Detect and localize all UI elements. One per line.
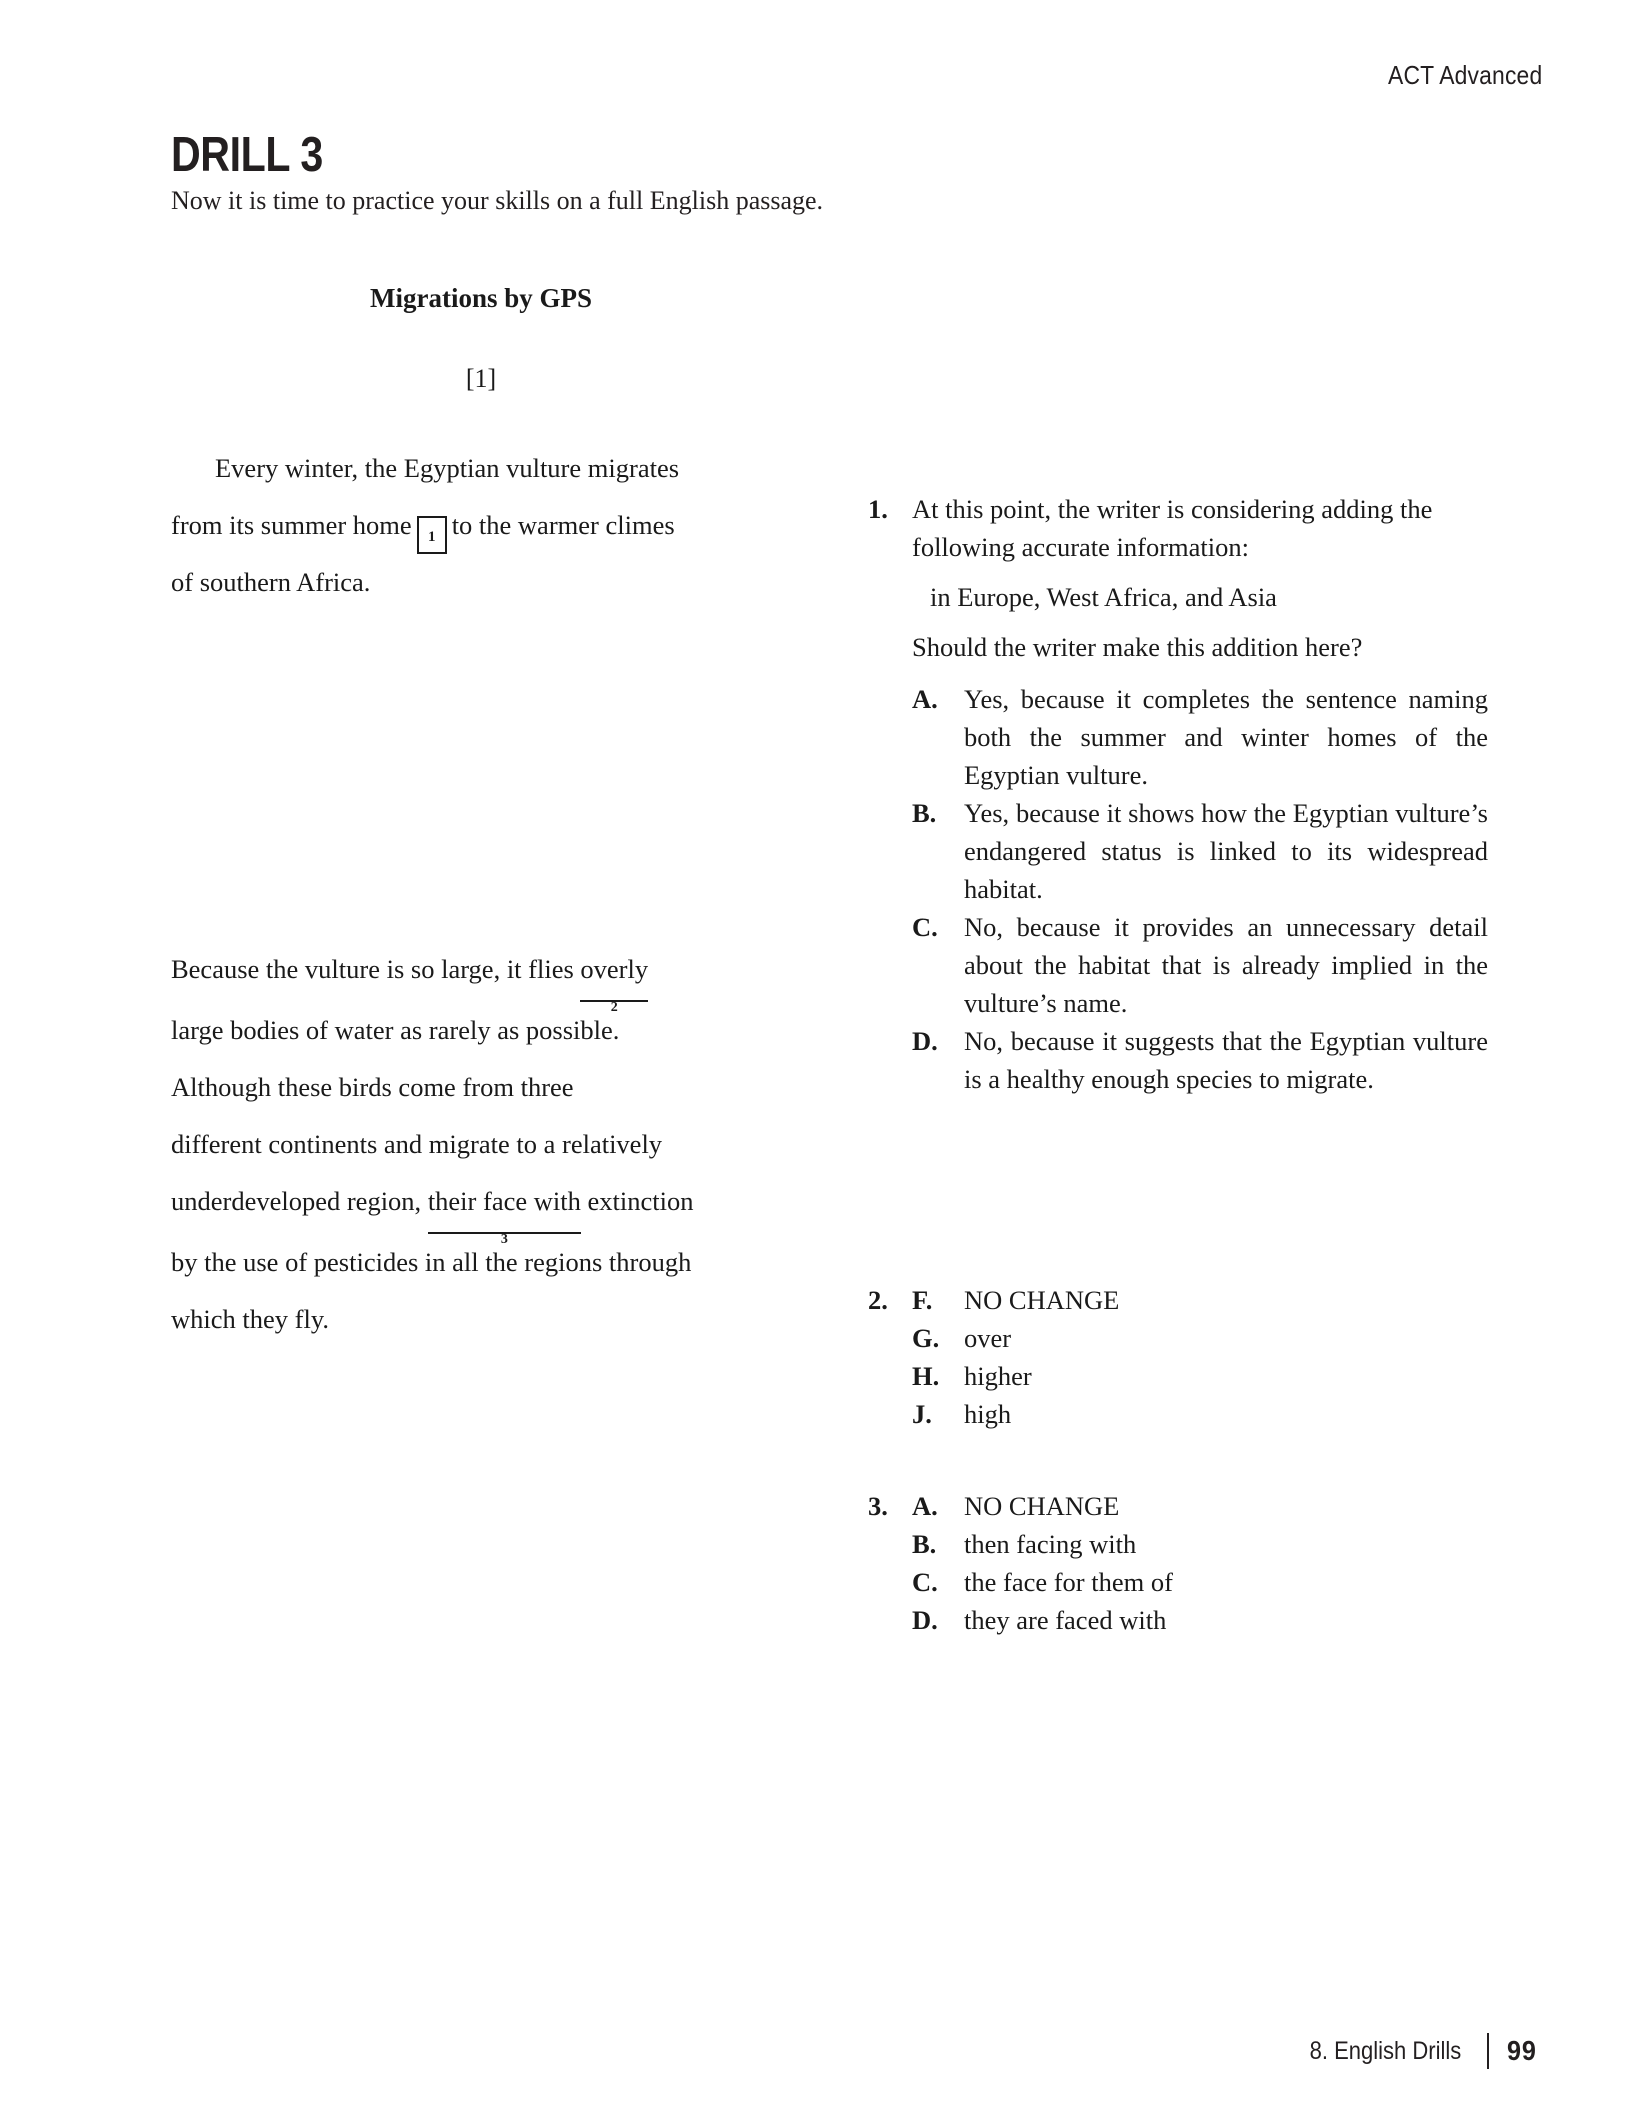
choice-text: Yes, because it completes the sentence naming both the summer and winter homes of the Egyptian vulture. (964, 684, 1488, 790)
passage-text: from its summer home (171, 510, 412, 540)
column-spacer (171, 611, 796, 941)
answer-choice[interactable] (912, 1281, 1488, 1319)
choice-text: then facing with (964, 1529, 1137, 1559)
drill-subtitle: Now it is time to practice your skills on a full English passage. (171, 186, 824, 215)
question-box-marker-1[interactable]: 1 (417, 516, 447, 554)
passage-line: by the use of pesticides in all the regions through (171, 1247, 692, 1277)
choice-text: NO CHANGE (964, 1491, 1120, 1521)
passage-paragraph-1 (171, 440, 796, 611)
passage-text: underdeveloped region, (171, 1186, 422, 1216)
choice-text: No, because it suggests that the Egyptian vulture is a healthy enough species to migrate. (964, 1026, 1488, 1094)
choice-text: NO CHANGE (964, 1285, 1120, 1315)
question-stem: At this point, the writer is considering adding the following accurate information: (912, 494, 1433, 562)
choice-letter: G. (912, 1323, 940, 1353)
choice-text: Yes, because it shows how the Egyptian vulture’s endangered status is linked to its widespread habitat. (964, 798, 1488, 904)
question-spacer (868, 1098, 1488, 1281)
question-inserted-text: in Europe, West Africa, and Asia (930, 582, 1277, 612)
choice-text: over (964, 1323, 1012, 1353)
question-followup: Should the writer make this addition here? (912, 632, 1363, 662)
answer-choice[interactable] (912, 1022, 1488, 1098)
underline-number-3: 3 (500, 1232, 508, 1247)
page-title: DRILL 3 (171, 128, 323, 182)
choice-letter: H. (912, 1361, 940, 1391)
choice-text: high (964, 1399, 1012, 1429)
underlined-text: overly (580, 954, 649, 984)
question-number: 3. (868, 1491, 888, 1521)
choice-text: they are faced with (964, 1605, 1167, 1635)
answer-choice[interactable] (912, 680, 1488, 794)
passage-line (171, 1173, 796, 1247)
answer-choices-2 (912, 1281, 1488, 1433)
passage-column (171, 440, 796, 1348)
question-1 (868, 490, 1488, 1098)
passage-text: Because the vulture is so large, it flies (171, 954, 574, 984)
choice-letter: F. (912, 1285, 933, 1315)
answer-choice[interactable] (912, 794, 1488, 908)
passage-line: which they fly. (171, 1304, 329, 1334)
page-number: 99 (1506, 2035, 1537, 2066)
answer-choice[interactable] (912, 908, 1488, 1022)
underline-number-2: 2 (610, 1000, 618, 1015)
choice-letter: D. (912, 1605, 938, 1635)
answer-choices-3 (912, 1487, 1488, 1639)
answer-choices-1 (912, 680, 1488, 1098)
footer-divider (1487, 2033, 1489, 2069)
answer-choice[interactable] (912, 1395, 1488, 1433)
passage-text: extinction (587, 1186, 694, 1216)
choice-text: the face for them of (964, 1567, 1173, 1597)
page-footer (1289, 2033, 1540, 2069)
question-3 (868, 1487, 1488, 1639)
passage-paragraph-2 (171, 941, 796, 1348)
passage-title: Migrations by GPS (369, 283, 592, 313)
answer-choice[interactable] (912, 1319, 1488, 1357)
footer-section-label: 8. English Drills (1309, 2036, 1461, 2065)
underlined-segment-2[interactable] (580, 941, 649, 1015)
choice-letter: D. (912, 1026, 938, 1056)
question-spacer (868, 1433, 1488, 1487)
passage-line: Although these birds come from three (171, 1072, 574, 1102)
passage-line (171, 497, 796, 554)
passage-line: of southern Africa. (171, 567, 371, 597)
passage-line: different continents and migrate to a relatively (171, 1129, 663, 1159)
running-head: ACT Advanced (1387, 60, 1542, 90)
passage-line (171, 941, 796, 1015)
answer-choice[interactable] (912, 1563, 1488, 1601)
passage-line: large bodies of water as rarely as possible. (171, 1015, 620, 1045)
choice-letter: C. (912, 912, 938, 942)
answer-choice[interactable] (912, 1487, 1488, 1525)
answer-choice[interactable] (912, 1525, 1488, 1563)
passage-text: to the warmer climes (451, 510, 675, 540)
question-number: 1. (868, 494, 888, 524)
choice-letter: B. (912, 798, 937, 828)
choice-text: No, because it provides an unnecessary detail about the habitat that is already implied in the vulture’s name. (964, 912, 1488, 1018)
underlined-text: their face with (427, 1186, 581, 1216)
answer-choice[interactable] (912, 1601, 1488, 1639)
underlined-segment-3[interactable] (427, 1173, 581, 1247)
paragraph-marker: [1] (465, 364, 497, 393)
choice-text: higher (964, 1361, 1032, 1391)
choice-letter: J. (912, 1399, 932, 1429)
choice-letter: A. (912, 684, 938, 714)
passage-line: Every winter, the Egyptian vulture migrates (215, 453, 680, 483)
question-number: 2. (868, 1285, 888, 1315)
question-2 (868, 1281, 1488, 1433)
answer-choice[interactable] (912, 1357, 1488, 1395)
choice-letter: B. (912, 1529, 937, 1559)
questions-column (868, 490, 1488, 1639)
choice-letter: A. (912, 1491, 938, 1521)
choice-letter: C. (912, 1567, 938, 1597)
